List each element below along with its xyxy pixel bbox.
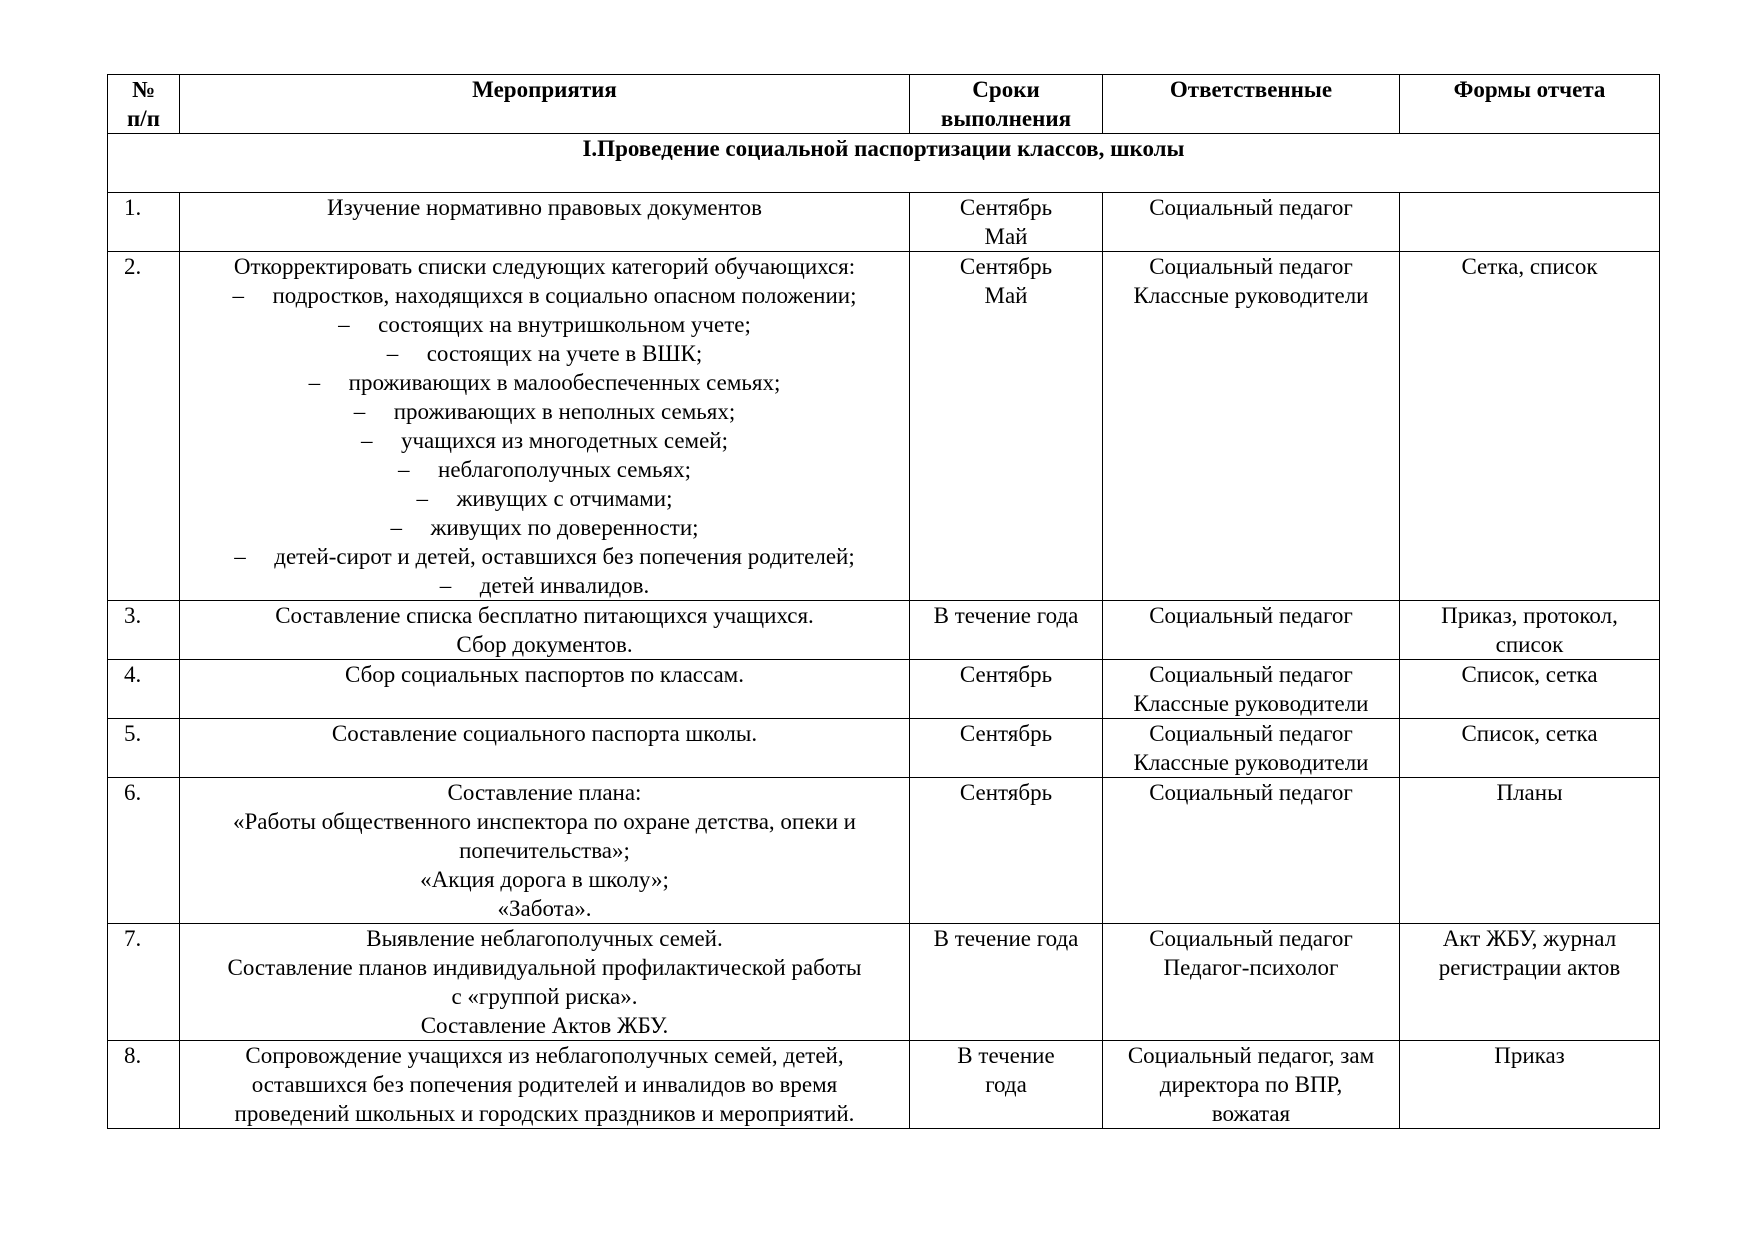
events-intro: Откорректировать списки следующих категорий обучающихся: [233,254,856,279]
header-events: Мероприятия [180,75,910,134]
row-events: Сопровождение учащихся из неблагополучных семей, детей, оставшихся без попечения родителей и инвалидов во время проведений школьных и городских праздников и мероприятий. [180,1041,910,1129]
row-number: 6. [108,778,180,924]
dash-marker: – [398,457,410,482]
row-report-forms: Список, сетка [1400,719,1660,778]
table-row [108,601,1660,660]
list-item: – состоящих на внутришкольном учете; [338,312,751,337]
table-header-row [108,75,1660,134]
dash-marker: – [439,573,452,598]
header-deadlines: Сроки выполнения [910,75,1103,134]
row-number: 1. [108,193,180,252]
row-events: Выявление неблагополучных семей. Составление планов индивидуальной профилактической работы с «группой риска». Составление Актов ЖБУ. [180,924,910,1041]
row-events: Составление плана: «Работы общественного инспектора по охране детства, опеки и попечительства»; «Акция дорога в школу»; «Забота». [180,778,910,924]
list-item: – состоящих на учете в ВШК; [386,341,703,366]
row-responsible: Социальный педагог Классные руководители [1103,660,1400,719]
row-responsible: Социальный педагог, зам директора по ВПР, вожатая [1103,1041,1400,1129]
row-responsible: Социальный педагог Педагог-психолог [1103,924,1400,1041]
list-item: – детей-сирот и детей, оставшихся без попечения родителей; [234,544,855,569]
list-item: – подростков, находящихся в социально опасном положении; [232,283,857,308]
row-report-forms: Акт ЖБУ, журнал регистрации актов [1400,924,1660,1041]
row-number: 4. [108,660,180,719]
table-row [108,193,1660,252]
row-number: 5. [108,719,180,778]
list-item: – проживающих в неполных семьях; [353,399,736,424]
row-report-forms: Приказ [1400,1041,1660,1129]
dash-marker: – [232,283,244,308]
row-responsible: Социальный педагог [1103,601,1400,660]
dash-marker: – [234,544,246,569]
table-row [108,924,1660,1041]
section-title-row [108,134,1660,193]
row-report-forms: Планы [1400,778,1660,924]
row-deadlines: В течение года [910,1041,1103,1129]
row-number: 7. [108,924,180,1041]
work-plan-table [107,74,1660,1129]
table-row [108,1041,1660,1129]
list-item: – детей инвалидов. [439,573,650,598]
list-item: – учащихся из многодетных семей; [360,428,728,453]
row-deadlines: Сентябрь Май [910,193,1103,252]
header-responsible: Ответственные [1103,75,1400,134]
row-responsible: Социальный педагог Классные руководители [1103,719,1400,778]
row-responsible: Социальный педагог Классные руководители [1103,252,1400,601]
row-deadlines: Сентябрь [910,660,1103,719]
row-deadlines: Сентябрь Май [910,252,1103,601]
table-row [108,719,1660,778]
row-responsible: Социальный педагог [1103,778,1400,924]
dash-marker: – [338,312,350,337]
row-events: Изучение нормативно правовых документов [180,193,910,252]
dash-marker: – [416,486,428,511]
list-item: – живущих с отчимами; [416,486,673,511]
row-events: Составление социального паспорта школы. [180,719,910,778]
row-responsible: Социальный педагог [1103,193,1400,252]
row-report-forms: Сетка, список [1400,252,1660,601]
row-number: 8. [108,1041,180,1129]
row-number: 2. [108,252,180,601]
dash-marker: – [386,341,399,366]
dash-marker: – [353,399,366,424]
row-report-forms: Приказ, протокол, список [1400,601,1660,660]
row-report-forms [1400,193,1660,252]
dash-marker: – [390,515,402,540]
row-number: 3. [108,601,180,660]
row-deadlines: В течение года [910,601,1103,660]
list-item: – проживающих в малообеспеченных семьях; [308,370,781,395]
row-events: Сбор социальных паспортов по классам. [180,660,910,719]
table-row [108,660,1660,719]
header-number: № п/п [108,75,180,134]
row-events [180,252,910,601]
row-deadlines: Сентябрь [910,778,1103,924]
header-report-forms: Формы отчета [1400,75,1660,134]
list-item: – живущих по доверенности; [390,515,699,540]
row-deadlines: В течение года [910,924,1103,1041]
dash-marker: – [360,428,373,453]
row-report-forms: Список, сетка [1400,660,1660,719]
table-row [108,252,1660,601]
section-title: I.Проведение социальной паспортизации классов, школы [108,134,1660,193]
row-deadlines: Сентябрь [910,719,1103,778]
dash-marker: – [308,370,321,395]
list-item: – неблагополучных семьях; [398,457,691,482]
row-events: Составление списка бесплатно питающихся учащихся. Сбор документов. [180,601,910,660]
table-row [108,778,1660,924]
